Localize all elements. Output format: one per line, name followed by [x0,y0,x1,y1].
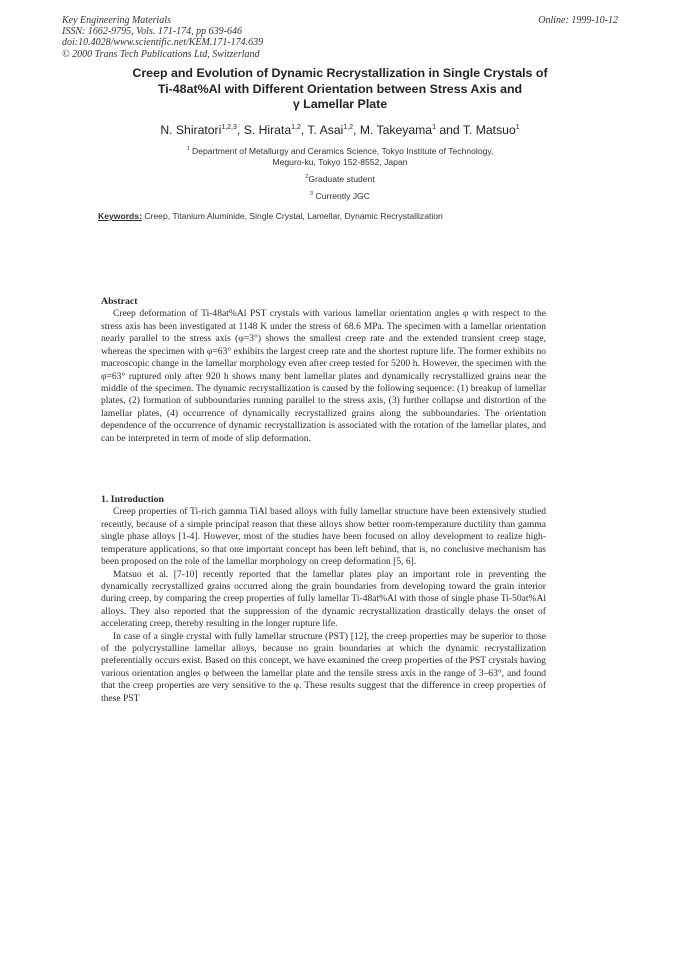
title-line-3: γ Lamellar Plate [292,97,388,112]
affiliation-mark: 1 [186,146,190,152]
author-name: T. Matsuo [462,123,516,137]
introduction-heading: 1. Introduction [101,494,164,505]
affiliation-text: Graduate student [308,173,375,184]
author-name: N. Shiratori [160,123,222,137]
keywords [98,211,443,221]
author-name: T. Asai [307,123,344,137]
affiliation-text: Currently JGC [315,190,370,201]
abstract-text: Creep deformation of Ti-48at%Al PST crystals with various lamellar orientation angles φ with respect to the stress axis has been investigated at 1148 K under the stress of 68.6 MPa. The specimen with a lamellar orientation nearly parallel to the stress axis (φ=3°) shows the smallest creep rate and the extended transient creep stage, whereas the specimen with φ=63° exhibits the largest creep rate and the shortest rupture life. The former exhibits no macroscopic change in the lamellar morphology even after creep tested for 5200 h. However, the specimen with the φ=63° ruptured only after 920 h shows many bent lamellar plates and dynamically recrystallized grains near the middle of the specimen. The dynamic recrystallization is caused by the following sequence: (1) breakup of lamellar plates, (2) formation of subboundaries running parallel to the stress axis, (3) further collapse and distortion of the lamellar plates, (4) occurrence of dynamically recrystallized grains along the subboundaries. The orientation dependence of the occurrence of dynamic recrystallization is associated with the rotation of the lamellar plates, and can be interpreted in term of mode of slip deformation. [101,308,546,444]
online-date: Online: 1999-10-12 [538,15,618,26]
title-line-2: Ti-48at%Al with Different Orientation between Stress Axis and [157,81,523,96]
affiliation-1 [80,144,600,169]
title-line-1: Creep and Evolution of Dynamic Recrystallization in Single Crystals of [132,66,548,80]
paper-title [80,66,600,113]
introduction-section [101,494,546,705]
author-list: N. Shiratori$^{1,2,3}$, S. Hirata$^{1,2}$, T. Asai$^{1,2}$, M. Takeyama$^1$ and T. Matsuo$^1$ [160,123,520,137]
doi-line: doi:10.4028/www.scientific.net/KEM.171-174.639 [62,37,264,49]
author-name: M. Takeyama [359,123,433,137]
abstract-section [101,296,546,445]
journal-name: Key Engineering Materials [62,15,171,26]
abstract-heading: Abstract [101,296,138,307]
affiliation-mark: 3 [310,191,314,197]
introduction-paragraph-2: Matsuo et al. [7-10] recently reported that the lamellar plates play an important role in preventing the dynamically recrystallized grains occurred along the grain boundaries from developing toward the grain interior during creep, by comparing the creep properties of fully lamellar Ti-48at%Al with those of single phase Ti-50at%Al alloys. They also reported that the suppression of the dynamic recrystallization drastically delays the onset of accelerating creep, thereby resulting in the longer rupture life. [101,568,546,630]
introduction-paragraph-1: Creep properties of Ti-rich gamma TiAl based alloys with fully lamellar structure have been extensively studied recently, because of a simple principal reason that these alloys show better room-temperature ductility than gamma single phase alloys [1-4]. However, most of the studies have been focused on alloy development to realize high-temperature applications, so that one important concept has been left behind, that is, no conclusive mechanism has been proposed on the role of the lamellar morphology on creep deformation [5, 6]. [101,506,546,568]
journal-header [62,15,618,60]
affiliation-mark: 2 [305,174,309,180]
author-affil-mark: 1,2,3 [221,123,237,131]
affiliation-address: Meguro-ku, Tokyo 152-8552, Japan [272,157,408,168]
author-affil-mark: 1 [432,123,436,131]
affiliation-2 [80,172,600,185]
affiliation-3 [80,189,600,202]
author-affil-mark: 1,2 [291,123,301,131]
author-conjunction: and [439,123,460,137]
author-name: S. Hirata [243,123,292,137]
author-affil-mark: 1,2 [343,123,354,131]
author-affil-mark: 1 [515,123,520,131]
keywords-label: Keywords: [98,211,142,221]
issn-line: ISSN: 1662-9795, Vols. 171-174, pp 639-646 [62,26,242,38]
copyright-line: © 2000 Trans Tech Publications Ltd, Switzerland [62,48,260,60]
introduction-paragraph-3: In case of a single crystal with fully lamellar structure (PST) [12], the creep properties may be superior to those of the polycrystalline lamellar alloys, because no grain boundaries at which the dynamic recrystallization preferentially occurs exist. Based on this concept, we have examined the creep properties of the PST crystals having various orientation angles φ between the lamellar plate and the tensile stress axis in the range of 3–63°, and found that the creep properties are very sensitive to the φ. These results suggest that the difference in creep properties of these PST [101,630,546,704]
affiliation-text: Department of Metallurgy and Ceramics Science, Tokyo Institute of Technology, [192,145,494,156]
keywords-text: Creep, Titanium Aluminide, Single Crystal, Lamellar, Dynamic Recrystallization [144,211,443,221]
